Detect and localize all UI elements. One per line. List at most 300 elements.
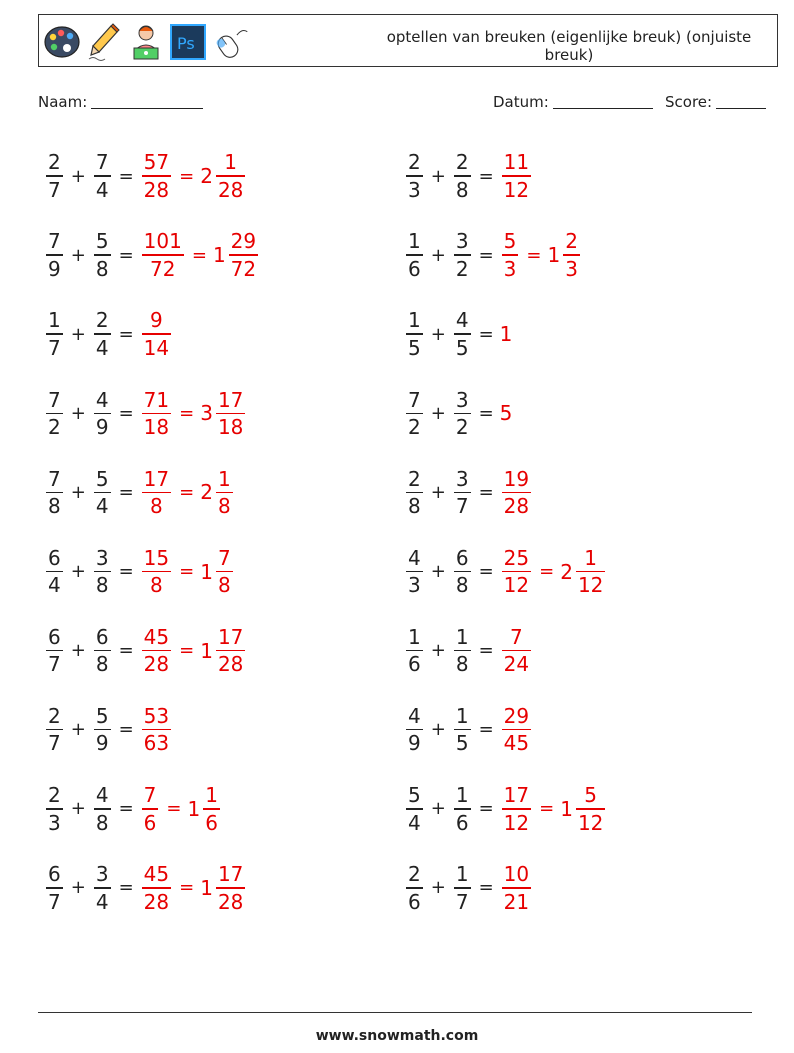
plus-sign: + bbox=[70, 561, 86, 582]
addend-2-denominator: 2 bbox=[455, 415, 469, 440]
addend-2-denominator: 5 bbox=[455, 731, 469, 756]
answer-fraction bbox=[502, 784, 531, 834]
equals-sign: = bbox=[118, 640, 134, 662]
answer bbox=[500, 401, 513, 425]
mixed-fraction-numerator: 1 bbox=[217, 466, 231, 491]
addend-2-denominator: 4 bbox=[95, 889, 109, 914]
addend-2-bar bbox=[454, 413, 471, 415]
addend-2-numerator: 5 bbox=[95, 466, 109, 491]
addend-1 bbox=[46, 547, 63, 597]
score-field bbox=[665, 93, 766, 111]
mixed-fraction-numerator: 17 bbox=[217, 387, 244, 412]
answer-fraction-numerator: 17 bbox=[143, 466, 170, 491]
mixed-fraction-bar bbox=[576, 808, 605, 810]
answer-fraction-numerator: 29 bbox=[503, 703, 530, 728]
addend-2-numerator: 4 bbox=[455, 308, 469, 333]
addend-1-numerator: 7 bbox=[48, 387, 61, 412]
answer-fraction bbox=[142, 468, 171, 518]
answer-fraction-denominator: 12 bbox=[503, 810, 530, 835]
addend-2-bar bbox=[94, 650, 111, 652]
addend-2-denominator: 8 bbox=[95, 810, 109, 835]
mixed-fraction-numerator: 17 bbox=[217, 624, 244, 649]
addend-2-bar bbox=[454, 650, 471, 652]
addend-1-numerator: 1 bbox=[48, 308, 61, 333]
addend-1-numerator: 4 bbox=[408, 545, 421, 570]
addend-2-bar bbox=[454, 887, 471, 889]
answer bbox=[140, 626, 248, 676]
mixed-fraction-bar bbox=[203, 808, 220, 810]
answer-fraction bbox=[142, 547, 171, 597]
answer-fraction-numerator: 10 bbox=[503, 862, 530, 887]
addend-2 bbox=[454, 389, 471, 439]
mixed-fraction bbox=[576, 547, 605, 597]
addend-1-bar bbox=[46, 333, 63, 335]
mixed-fraction-bar bbox=[229, 254, 258, 256]
addend-1-numerator: 6 bbox=[48, 545, 61, 570]
answer-fraction bbox=[502, 547, 531, 597]
mixed-fraction-numerator: 1 bbox=[205, 783, 218, 808]
addend-1-bar bbox=[46, 571, 63, 573]
answer-fraction bbox=[502, 705, 531, 755]
mixed-fraction-denominator: 8 bbox=[217, 494, 231, 519]
addend-2-denominator: 8 bbox=[455, 652, 469, 677]
answer bbox=[140, 389, 248, 439]
answer-fraction-denominator: 28 bbox=[143, 177, 170, 202]
answer bbox=[500, 784, 608, 834]
addend-2 bbox=[454, 468, 471, 518]
plus-sign: + bbox=[430, 561, 446, 582]
answer bbox=[140, 230, 260, 280]
addend-1-bar bbox=[406, 571, 423, 573]
addend-2-denominator: 4 bbox=[95, 494, 109, 519]
problem-10 bbox=[404, 462, 533, 522]
addend-2 bbox=[94, 705, 111, 755]
answer-fraction-numerator: 25 bbox=[503, 545, 530, 570]
plus-sign: + bbox=[70, 165, 86, 187]
addend-2-bar bbox=[454, 571, 471, 573]
addend-1-numerator: 2 bbox=[48, 703, 61, 728]
answer-fraction-bar bbox=[142, 887, 171, 889]
addend-2-bar bbox=[454, 254, 471, 256]
plus-sign: + bbox=[70, 402, 86, 424]
mixed-fraction-bar bbox=[216, 175, 245, 177]
addend-2-denominator: 7 bbox=[455, 889, 469, 914]
addend-1-bar bbox=[406, 175, 423, 177]
name-blank[interactable] bbox=[91, 108, 203, 109]
mixed-fraction-numerator: 2 bbox=[565, 229, 578, 254]
answer-fraction-numerator: 45 bbox=[143, 862, 170, 887]
mixed-fraction-numerator: 7 bbox=[217, 545, 231, 570]
mixed-fraction bbox=[216, 468, 233, 518]
answer-fraction-bar bbox=[502, 492, 531, 494]
plus-sign: + bbox=[70, 481, 86, 503]
score-blank[interactable] bbox=[716, 108, 766, 109]
addend-1-numerator: 7 bbox=[48, 229, 61, 254]
addend-2 bbox=[94, 230, 111, 280]
problem-19 bbox=[44, 858, 247, 918]
addend-2 bbox=[94, 784, 111, 834]
addend-2-bar bbox=[454, 808, 471, 810]
mixed-whole: 1 bbox=[200, 559, 213, 584]
answer-fraction-numerator: 7 bbox=[510, 624, 523, 649]
addend-1 bbox=[46, 151, 63, 201]
answer-fraction-denominator: 72 bbox=[150, 256, 176, 281]
equals-sign: = bbox=[118, 481, 134, 503]
answer bbox=[500, 230, 582, 280]
answer-fraction-numerator: 7 bbox=[143, 783, 157, 808]
answer bbox=[140, 705, 173, 755]
footer-divider bbox=[38, 1012, 752, 1013]
addend-1-bar bbox=[46, 729, 63, 731]
answer-fraction-denominator: 24 bbox=[503, 652, 530, 677]
answer-fraction-bar bbox=[502, 254, 519, 256]
name-label: Naam: bbox=[38, 93, 88, 111]
addend-1-denominator: 8 bbox=[408, 494, 421, 519]
mixed-fraction bbox=[216, 863, 245, 913]
addend-2-bar bbox=[454, 729, 471, 731]
answer-fraction bbox=[142, 784, 159, 834]
addend-1-bar bbox=[406, 254, 423, 256]
mixed-fraction bbox=[563, 230, 580, 280]
problem-17 bbox=[44, 779, 222, 839]
addend-2-denominator: 8 bbox=[95, 256, 109, 281]
plus-sign: + bbox=[430, 165, 446, 187]
svg-text:Ps: Ps bbox=[177, 34, 195, 53]
mixed-whole: 2 bbox=[560, 559, 573, 584]
mixed-fraction-denominator: 18 bbox=[217, 415, 244, 440]
problem-3 bbox=[44, 225, 260, 285]
answer-equals-sign: = bbox=[526, 244, 542, 266]
addend-2-numerator: 7 bbox=[95, 150, 109, 175]
mixed-fraction-denominator: 28 bbox=[217, 177, 244, 202]
answer-fraction bbox=[142, 230, 184, 280]
answer-fraction-bar bbox=[502, 571, 531, 573]
mixed-fraction-bar bbox=[576, 571, 605, 573]
answer-fraction-denominator: 18 bbox=[143, 415, 170, 440]
header-icons bbox=[43, 20, 249, 64]
mixed-fraction bbox=[203, 784, 220, 834]
answer-fraction bbox=[142, 863, 171, 913]
addend-1 bbox=[406, 626, 423, 676]
addend-2-numerator: 3 bbox=[95, 862, 109, 887]
mixed-whole: 2 bbox=[200, 164, 213, 188]
addend-1-bar bbox=[46, 413, 63, 415]
problem-6 bbox=[404, 304, 512, 364]
mixed-whole: 1 bbox=[200, 638, 213, 663]
addend-1 bbox=[46, 230, 63, 280]
answer bbox=[140, 468, 235, 518]
answer-fraction-numerator: 15 bbox=[143, 545, 170, 570]
answer-fraction-bar bbox=[142, 650, 171, 652]
mixed-fraction-bar bbox=[216, 571, 233, 573]
date-blank[interactable] bbox=[553, 108, 653, 109]
problem-1 bbox=[44, 146, 247, 206]
answer bbox=[140, 309, 173, 359]
addend-1 bbox=[406, 863, 423, 913]
addend-1-denominator: 7 bbox=[48, 731, 61, 756]
mixed-fraction-denominator: 28 bbox=[217, 652, 244, 677]
answer-fraction-numerator: 11 bbox=[503, 150, 530, 175]
footer-url[interactable]: www.snowmath.com bbox=[315, 1028, 479, 1044]
answer-equals-sign: = bbox=[179, 402, 195, 424]
answer-equals-sign: = bbox=[166, 798, 182, 820]
mixed-fraction bbox=[216, 389, 245, 439]
addend-1-numerator: 7 bbox=[48, 466, 61, 491]
addend-1-denominator: 7 bbox=[48, 335, 61, 360]
answer bbox=[140, 547, 235, 597]
answer-equals-sign: = bbox=[539, 798, 555, 820]
answer bbox=[140, 151, 248, 201]
addend-1-numerator: 2 bbox=[48, 783, 61, 808]
equals-sign: = bbox=[118, 244, 134, 266]
answer-fraction-numerator: 101 bbox=[143, 229, 182, 254]
plus-sign: + bbox=[430, 719, 446, 741]
addend-1-bar bbox=[406, 887, 423, 889]
answer-fraction-denominator: 14 bbox=[143, 335, 170, 360]
addend-1-bar bbox=[406, 729, 423, 731]
addend-1 bbox=[406, 309, 423, 359]
addend-2 bbox=[94, 389, 111, 439]
plus-sign: + bbox=[430, 640, 446, 662]
answer-equals-sign: = bbox=[179, 165, 195, 187]
answer-fraction-bar bbox=[502, 808, 531, 810]
answer-fraction-denominator: 28 bbox=[143, 889, 170, 914]
mixed-fraction-bar bbox=[216, 413, 245, 415]
equals-sign: = bbox=[118, 402, 134, 424]
problem-15 bbox=[44, 700, 173, 760]
addend-1-denominator: 7 bbox=[48, 889, 61, 914]
mixed-fraction-bar bbox=[563, 254, 580, 256]
answer bbox=[500, 151, 533, 201]
addend-2 bbox=[454, 547, 471, 597]
addend-1-denominator: 4 bbox=[408, 810, 421, 835]
mixed-fraction bbox=[229, 230, 258, 280]
addend-2 bbox=[94, 626, 111, 676]
equals-sign: = bbox=[478, 719, 494, 741]
addend-2-denominator: 8 bbox=[95, 652, 109, 677]
answer bbox=[500, 322, 513, 346]
equals-sign: = bbox=[118, 877, 134, 899]
answer-fraction-numerator: 57 bbox=[143, 150, 170, 175]
equals-sign: = bbox=[478, 323, 494, 345]
answer-fraction bbox=[142, 309, 171, 359]
mixed-fraction-denominator: 72 bbox=[230, 256, 257, 281]
problem-13 bbox=[44, 621, 247, 681]
teacher-icon bbox=[127, 22, 165, 62]
addend-1-numerator: 2 bbox=[408, 862, 421, 887]
addend-2-bar bbox=[454, 333, 471, 335]
mixed-fraction-numerator: 1 bbox=[584, 545, 598, 570]
addend-2-bar bbox=[94, 808, 111, 810]
answer-fraction bbox=[502, 151, 531, 201]
addend-1-denominator: 2 bbox=[48, 415, 61, 440]
addend-1-bar bbox=[46, 254, 63, 256]
addend-2 bbox=[94, 468, 111, 518]
addend-1 bbox=[406, 230, 423, 280]
addend-1 bbox=[406, 468, 423, 518]
addend-1-denominator: 9 bbox=[48, 256, 61, 281]
answer bbox=[500, 547, 608, 597]
answer-fraction bbox=[502, 468, 531, 518]
addend-1-bar bbox=[406, 492, 423, 494]
problem-14 bbox=[404, 621, 533, 681]
addend-2-bar bbox=[94, 413, 111, 415]
answer-fraction-denominator: 28 bbox=[503, 494, 530, 519]
addend-2-denominator: 6 bbox=[455, 810, 469, 835]
addend-1-denominator: 3 bbox=[408, 177, 421, 202]
addend-1 bbox=[46, 784, 63, 834]
addend-1-bar bbox=[406, 413, 423, 415]
answer-fraction-bar bbox=[502, 175, 531, 177]
answer-integer: 1 bbox=[499, 322, 513, 347]
addend-2-bar bbox=[94, 571, 111, 573]
addend-2 bbox=[454, 626, 471, 676]
worksheet-header bbox=[38, 14, 778, 67]
mixed-fraction-denominator: 3 bbox=[565, 256, 578, 281]
answer-fraction-numerator: 9 bbox=[150, 308, 163, 333]
date-field bbox=[493, 93, 653, 111]
answer-fraction-denominator: 12 bbox=[503, 573, 530, 598]
answer bbox=[500, 468, 533, 518]
problem-11 bbox=[44, 542, 235, 602]
answer-fraction-denominator: 12 bbox=[503, 177, 530, 202]
addend-1-numerator: 6 bbox=[48, 862, 61, 887]
mixed-fraction bbox=[216, 151, 245, 201]
answer-fraction-denominator: 28 bbox=[143, 652, 170, 677]
mixed-fraction-bar bbox=[216, 650, 245, 652]
equals-sign: = bbox=[478, 640, 494, 662]
addend-2-bar bbox=[94, 729, 111, 731]
addend-2-bar bbox=[94, 333, 111, 335]
equals-sign: = bbox=[478, 244, 494, 266]
addend-2-bar bbox=[454, 175, 471, 177]
mixed-fraction bbox=[576, 784, 605, 834]
equals-sign: = bbox=[478, 561, 494, 582]
mixed-fraction-denominator: 12 bbox=[577, 810, 604, 835]
addend-2-numerator: 1 bbox=[455, 783, 469, 808]
addend-2-numerator: 5 bbox=[95, 229, 109, 254]
problem-20 bbox=[404, 858, 533, 918]
equals-sign: = bbox=[118, 798, 134, 820]
problem-5 bbox=[44, 304, 173, 364]
plus-sign: + bbox=[70, 798, 86, 820]
equals-sign: = bbox=[118, 323, 134, 345]
answer-fraction-bar bbox=[142, 333, 171, 335]
answer-fraction-numerator: 53 bbox=[143, 703, 170, 728]
addend-2-numerator: 1 bbox=[455, 862, 469, 887]
problem-18 bbox=[404, 779, 607, 839]
addend-2 bbox=[454, 230, 471, 280]
addend-2-bar bbox=[94, 254, 111, 256]
addend-2-bar bbox=[94, 175, 111, 177]
addend-2 bbox=[454, 151, 471, 201]
mixed-whole: 1 bbox=[200, 875, 213, 900]
mixed-whole: 2 bbox=[200, 480, 213, 505]
addend-2-bar bbox=[94, 492, 111, 494]
mixed-fraction-numerator: 29 bbox=[230, 229, 257, 254]
addend-1 bbox=[406, 389, 423, 439]
answer-fraction-denominator: 45 bbox=[503, 731, 530, 756]
answer-fraction-denominator: 8 bbox=[150, 573, 163, 598]
answer-fraction bbox=[502, 863, 531, 913]
mixed-whole: 1 bbox=[187, 796, 201, 821]
addend-1-numerator: 1 bbox=[408, 308, 421, 333]
addend-2-numerator: 3 bbox=[455, 466, 469, 491]
addend-2 bbox=[454, 784, 471, 834]
answer-integer: 5 bbox=[499, 401, 513, 426]
date-label: Datum: bbox=[493, 93, 549, 111]
plus-sign: + bbox=[70, 877, 86, 899]
plus-sign: + bbox=[430, 402, 446, 424]
mixed-whole: 1 bbox=[560, 796, 573, 821]
plus-sign: + bbox=[70, 719, 86, 741]
addend-2-denominator: 8 bbox=[455, 573, 469, 598]
equals-sign: = bbox=[478, 481, 494, 503]
addend-1-numerator: 2 bbox=[408, 150, 421, 175]
addend-1-denominator: 6 bbox=[408, 889, 421, 914]
answer bbox=[140, 784, 222, 834]
addend-1 bbox=[406, 784, 423, 834]
addend-2-numerator: 1 bbox=[455, 624, 469, 649]
answer-fraction-bar bbox=[502, 729, 531, 731]
photoshop-icon bbox=[169, 22, 207, 62]
plus-sign: + bbox=[430, 877, 446, 899]
addend-1-bar bbox=[406, 808, 423, 810]
answer-equals-sign: = bbox=[179, 481, 195, 503]
problem-7 bbox=[44, 383, 247, 443]
mixed-whole: 1 bbox=[547, 243, 561, 268]
plus-sign: + bbox=[70, 640, 86, 662]
addend-2 bbox=[94, 863, 111, 913]
answer-fraction-denominator: 21 bbox=[503, 889, 530, 914]
addend-1-bar bbox=[406, 650, 423, 652]
addend-2 bbox=[454, 863, 471, 913]
answer-fraction-bar bbox=[142, 808, 159, 810]
mixed-fraction-bar bbox=[216, 492, 233, 494]
score-label: Score: bbox=[665, 93, 713, 111]
answer-fraction-denominator: 6 bbox=[143, 810, 157, 835]
addend-2-numerator: 3 bbox=[455, 229, 469, 254]
problem-12 bbox=[404, 542, 607, 602]
answer-equals-sign: = bbox=[179, 877, 195, 899]
answer-fraction-bar bbox=[142, 571, 171, 573]
answer-fraction bbox=[142, 705, 171, 755]
addend-2-numerator: 2 bbox=[95, 308, 109, 333]
answer-fraction bbox=[502, 626, 531, 676]
addend-2-bar bbox=[94, 887, 111, 889]
answer-fraction-numerator: 71 bbox=[143, 387, 170, 412]
answer-fraction-bar bbox=[502, 887, 531, 889]
addend-2-denominator: 8 bbox=[455, 177, 469, 202]
answer-fraction-bar bbox=[142, 413, 171, 415]
answer-fraction-bar bbox=[142, 175, 171, 177]
mouse-icon bbox=[211, 22, 249, 62]
answer-fraction-numerator: 17 bbox=[503, 783, 530, 808]
addend-1-denominator: 8 bbox=[48, 494, 61, 519]
answer-fraction-denominator: 63 bbox=[143, 731, 170, 756]
addend-2-denominator: 8 bbox=[95, 573, 109, 598]
answer-equals-sign: = bbox=[179, 640, 195, 662]
addend-1-bar bbox=[46, 650, 63, 652]
addend-2-numerator: 6 bbox=[95, 624, 109, 649]
answer-fraction-bar bbox=[142, 254, 184, 256]
plus-sign: + bbox=[430, 798, 446, 820]
mixed-fraction-numerator: 5 bbox=[584, 783, 598, 808]
pencil-icon bbox=[85, 22, 123, 62]
addend-1-numerator: 4 bbox=[408, 703, 421, 728]
addend-1-denominator: 2 bbox=[408, 415, 421, 440]
equals-sign: = bbox=[118, 719, 134, 741]
